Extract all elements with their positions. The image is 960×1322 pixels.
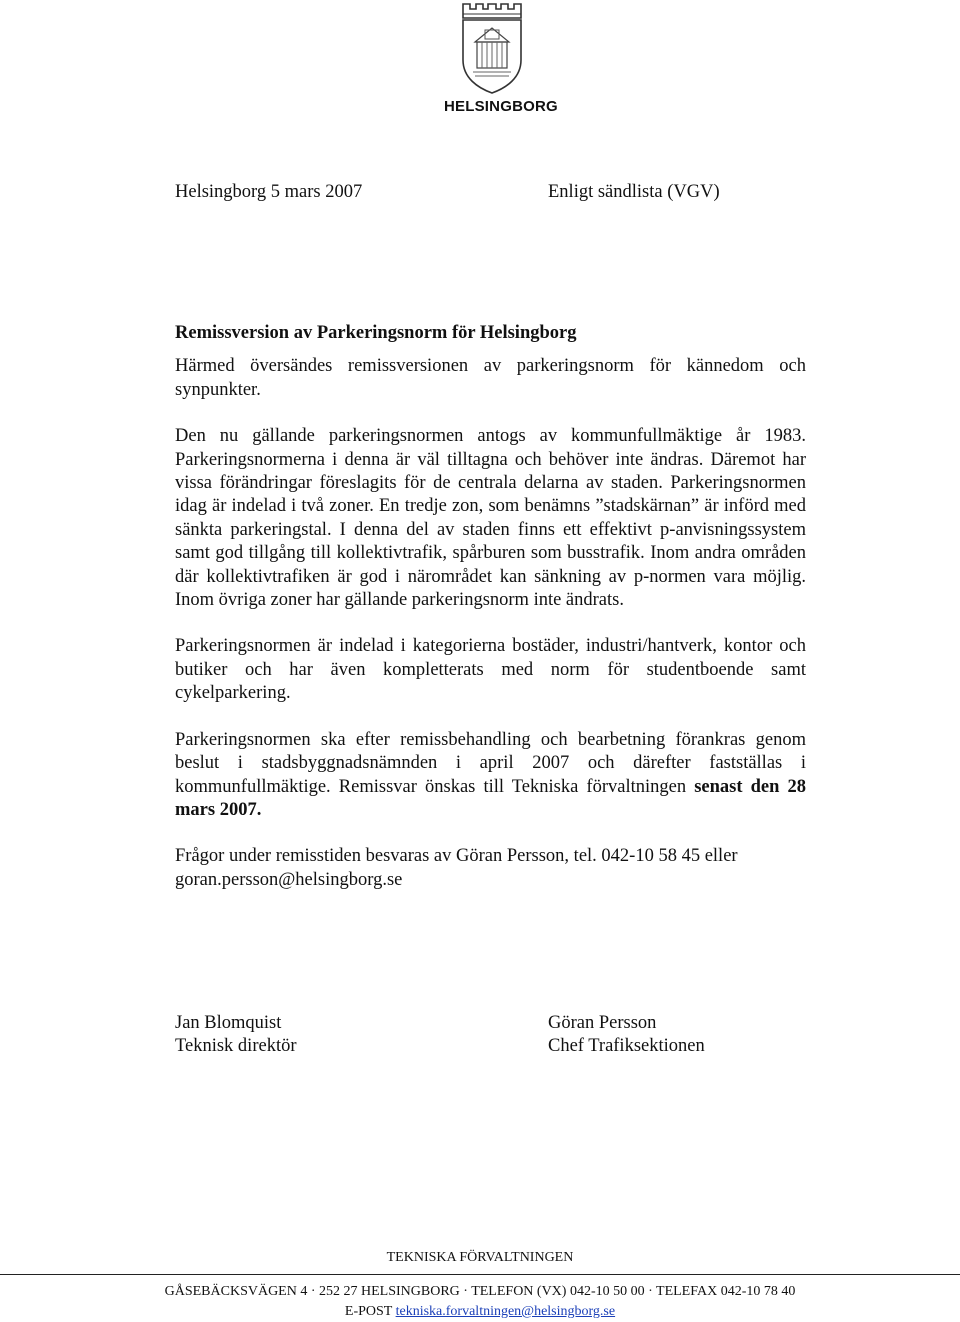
logo-wordmark: HELSINGBORG (444, 98, 558, 115)
email-label: E-POST (344, 1304, 393, 1319)
signature-right (548, 1012, 705, 1058)
paragraph-process (175, 729, 806, 823)
signature-left (175, 1012, 297, 1058)
footer-address: GÅSEBÄCKSVÄGEN 4 · 252 27 HELSINGBORG · TELEFON (VX) 042-10 50 00 · TELEFAX 042-10 78 40 (164, 1284, 796, 1299)
signatory-role: Teknisk direktör (175, 1036, 297, 1056)
email-link[interactable]: tekniska.forvaltningen@helsingborg.se (395, 1304, 616, 1319)
footer-address-block (0, 1282, 960, 1322)
letter-title: Remissversion av Parkeringsnorm för Helsingborg (175, 323, 577, 343)
process-text: Parkeringsnormen ska efter remissbehandling och bearbetning förankras genom beslut i stadsbyggnadsnämnden i april 2007 och därefter fastställas i kommunfullmäktige. Remissvar önskas till Tekniska förvaltningen (175, 729, 806, 797)
letter-recipient: Enligt sändlista (VGV) (548, 182, 720, 202)
letter-body (175, 322, 806, 892)
coat-of-arms-icon (461, 2, 523, 94)
footer-department: TEKNISKA FÖRVALTNINGEN (386, 1250, 574, 1265)
city-logo (444, 2, 558, 115)
signatory-role: Chef Trafiksektionen (548, 1036, 705, 1056)
footer-email-line (0, 1302, 960, 1322)
footer-divider (0, 1274, 960, 1275)
signatory-name: Jan Blomquist (175, 1013, 282, 1033)
letter-date: Helsingborg 5 mars 2007 (175, 182, 363, 202)
paragraph-intro: Härmed översändes remissversionen av parkeringsnorm för kännedom och synpunkter. (175, 356, 806, 400)
signatory-name: Göran Persson (548, 1013, 657, 1033)
paragraph-background: Den nu gällande parkeringsnormen antogs av kommunfullmäktige år 1983. Parkeringsnormerna i denna är väl tilltagna och behöver inte ändras. Däremot har vissa förändringar föreslagits för de centrala delarna av staden. Parkeringsnormen idag är indelad i två zoner. En tredje zon, som benämns ”stadskärnan” är införd med sänkta parkeringstal. I denna del av staden finns ett effektivt p-anvisningssystem samt god tillgång till kollektivtrafik, spårburen som busstrafik. Inom andra områden där kollektivtrafiken är god i närområdet kan sänkning av p-normen vara möjlig. Inom övriga zoner har gällande parkeringsnorm inte ändrats. (175, 426, 806, 611)
paragraph-categories: Parkeringsnormen är indelad i kategorierna bostäder, industri/hantverk, kontor och butiker och har även kompletterats med norm för studentboende samt cykelparkering. (175, 636, 806, 704)
paragraph-contact: Frågor under remisstiden besvaras av Göran Persson, tel. 042-10 58 45 eller goran.persson@helsingborg.se (175, 846, 738, 890)
deadline: senast den 28 mars 2007. (175, 776, 806, 820)
